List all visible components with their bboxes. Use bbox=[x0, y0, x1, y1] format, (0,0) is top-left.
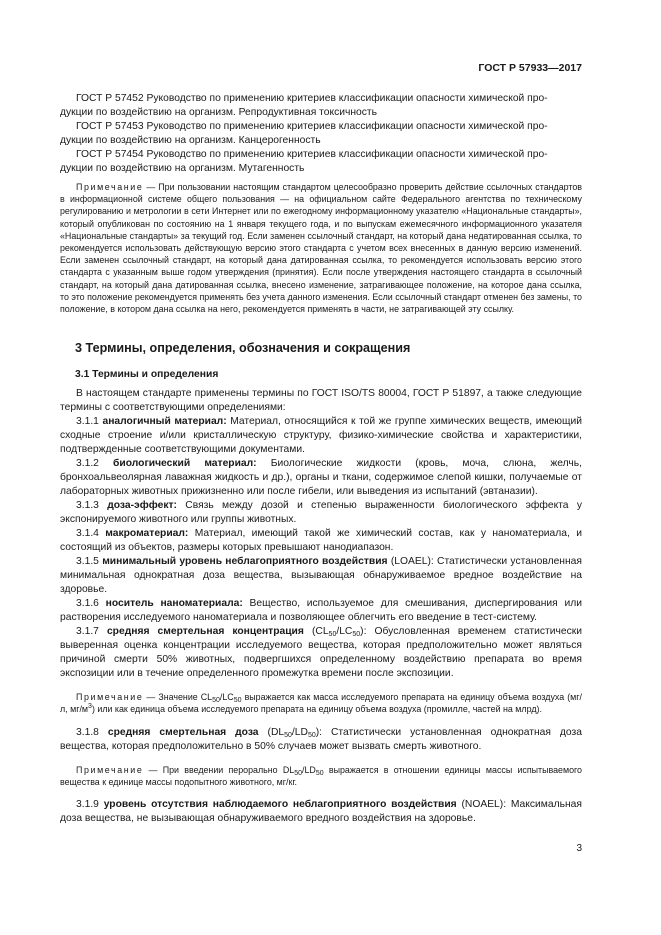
reference-list bbox=[60, 92, 582, 176]
note-label: Примечание bbox=[76, 182, 144, 192]
intro-paragraph: В настоящем стандарте применены термины по ГОСТ ISO/TS 80004, ГОСТ Р 51897, а также следующие термины с соответствующими определениями: bbox=[60, 388, 582, 414]
page-number: 3 bbox=[576, 843, 582, 854]
section-heading: 3 Термины, определения, обозначения и сокращения bbox=[75, 341, 411, 356]
reference-item: ГОСТ Р 57452 Руководство по применению критериев классификации опасности химической про- дукции по воздействию на организм. Репродуктивная токсичность bbox=[60, 93, 548, 118]
note-label: Примечание bbox=[76, 692, 144, 703]
document-code: ГОСТ Р 57933—2017 bbox=[478, 62, 582, 74]
term-3-1-2: 3.1.2 биологический материал: Биологические жидкости (кровь, моча, слюна, желчь, бронхоальвеолярная лаважная жидкость и др.), органы и ткани, содержимое слепой кишки, получаемые от лабораторных животных прижизненно или после гибели, или выведения из испытаний (эвтаназии). bbox=[60, 458, 582, 498]
term-3-1-8: 3.1.8 средняя смертельная доза $(DL_{50}/LD_{50})$: Статистически установленная однократная доза вещества, которая предположительно в 50% случаев может вызвать смерть животного. bbox=[60, 726, 582, 752]
term-3-1-3: 3.1.3 доза-эффект: Связь между дозой и степенью выраженности биологического эффекта у экспонируемого животного или группы животных. bbox=[60, 500, 582, 526]
note-label: Примечание bbox=[76, 764, 144, 775]
reference-item: ГОСТ Р 57454 Руководство по применению критериев классификации опасности химической про- дукции по воздействию на организм. Мутагенность bbox=[60, 149, 548, 174]
page-body bbox=[60, 92, 582, 826]
term-3-1-4: 3.1.4 макроматериал: Материал, имеющий такой же химический состав, как у наноматериала, и состоящий из объектов, размеры которых превышают нанодиапазон. bbox=[60, 528, 582, 554]
term-3-1-9: 3.1.9 уровень отсутствия наблюдаемого неблагоприятного воздействия (NOAEL): Максимальная доза вещества, не вызывающая обнаруживаемого вредного воздействия на здоровье. bbox=[60, 799, 582, 825]
note-references: Примечание — При пользовании настоящим стандартом целесообразно проверить действие ссылочных стандартов в информационной системе общего пользования — на официальном сайте Федерального агентства по техническому регулированию и метрологии в сети Интернет или по ежегодному информационному указателю «Национальные стандарты», который опубликован по состоянию на 1 января текущего года, и по выпускам ежемесячного информационного указателя «Национальные стандарты» за текущий год. Если заменен ссылочный стандарт, на который дана недатированная ссылка, то рекомендуется использовать действующую версию этого стандарта с учетом всех внесенных в данную версию изменений. Если заменен ссылочный стандарт, на который дана датированная ссылка, то рекомендуется использовать версию этого стандарта с указанным выше годом утверждения (принятия). Если после утверждения настоящего стандарта в ссылочный стандарт, на который дана датированная ссылка, внесено изменение, затрагивающее положение, на которое дана ссылка, то это положение рекомендуется применять без учета данного изменения. Если ссылочный стандарт отменен без замены, то положение, в котором дана ссылка на него, рекомендуется применять в части, не затрагивающей эту ссылку. bbox=[60, 182, 582, 315]
term-3-1-6: 3.1.6 носитель наноматериала: Вещество, используемое для смешивания, диспергирования или растворения исследуемого наноматериала и позволяющее облегчить его введение в тест-систему. bbox=[60, 598, 582, 624]
note-dl50: Примечание — При введении перорально $DL_{50}/LD_{50}$ выражается в отношении единицы массы испытываемого вещества к единице массы подопытного животного, мг/кг. bbox=[60, 764, 582, 787]
term-3-1-1: 3.1.1 аналогичный материал: Материал, относящийся к той же группе химических веществ, имеющий сходные строение и/или кристаллическую структуру, физико-химические свойства и характеристики, подтвержденные соответствующими документами. bbox=[60, 416, 582, 456]
term-3-1-5: 3.1.5 минимальный уровень неблагоприятного воздействия (LOAEL): Статистически установленная минимальная однократная доза вещества, вызывающая обнаруживаемое вредное воздействие на здоровье. bbox=[60, 556, 582, 596]
reference-item: ГОСТ Р 57453 Руководство по применению критериев классификации опасности химической про- дукции по воздействию на организм. Канцерогенность bbox=[60, 121, 548, 146]
note-cl50: Примечание — Значение $CL_{50}/LC_{50}$ выражается как масса исследуемого препарата на единицу объема воздуха (мг/л, $мг/м^3$) или как единица объема исследуемого препарата на единицу объема воздуха (промилле, частей на млрд). bbox=[60, 692, 582, 715]
term-3-1-7: 3.1.7 средняя смертельная концентрация $(CL_{50}/LC_{50})$: Обусловленная временем статистически выверенная оценка концентрации исследуемого вещества, которая предположительно может являться причиной смерти 50% животных, подвергшихся определенному воздействию препарата во время экспозиции или в течение определенного промежутка времени после экспозиции. bbox=[60, 626, 582, 680]
subsection-heading: 3.1 Термины и определения bbox=[75, 369, 219, 381]
